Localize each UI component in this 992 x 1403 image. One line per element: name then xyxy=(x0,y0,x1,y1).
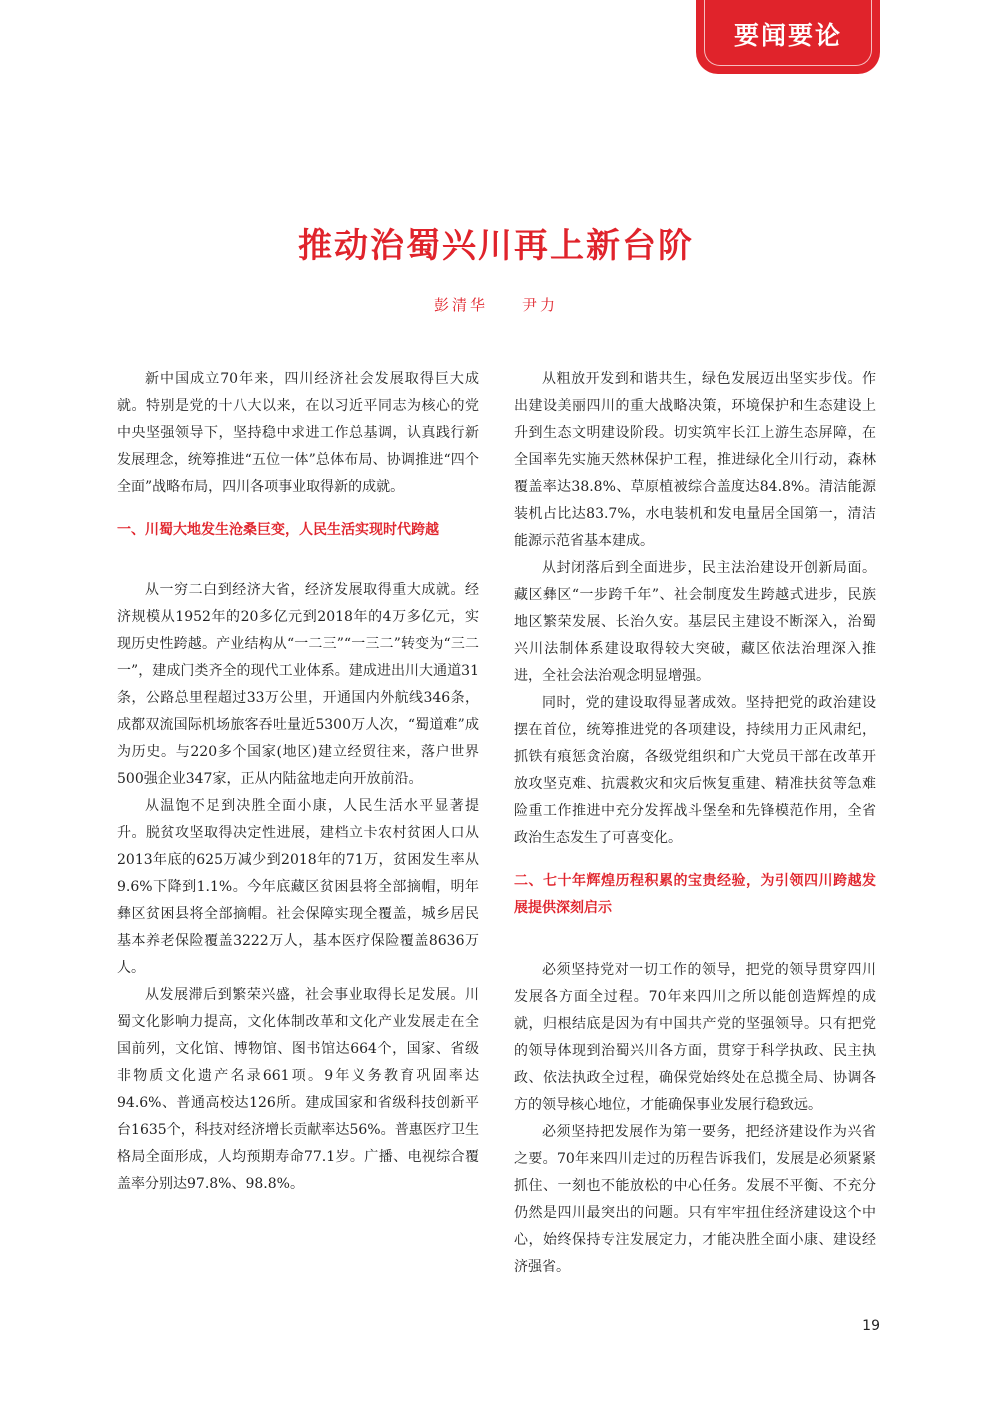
body-paragraph: 从封闭落后到全面进步，民主法治建设开创新局面。藏区彝区“一步跨千年”、社会制度发生跨越式进步，民族地区繁荣发展、长治久安。基层民主建设不断深入，治蜀兴川法制体系建设取得较大突破，藏区依法治理深入推进，全社会法治观念明显增强。 xyxy=(514,560,876,684)
section-heading-1: 一、川蜀大地发生沧桑巨变，人民生活实现时代跨越 xyxy=(117,522,439,538)
body-paragraph: 从粗放开发到和谐共生，绿色发展迈出坚实步伐。作出建设美丽四川的重大战略决策，环境保护和生态建设上升到生态文明建设阶段。切实筑牢长江上游生态屏障，在全国率先实施天然林保护工程，推进绿化全川行动，森林覆盖率达38.8%、草原植被综合盖度达84.8%。清洁能源装机占比达83.7%，水电装机和发电量居全国第一，清洁能源示范省基本建成。 xyxy=(514,371,876,549)
section-heading-2: 二、七十年辉煌历程积累的宝贵经验，为引领四川跨越发展提供深刻启示 xyxy=(514,873,876,916)
body-paragraph: 必须坚持把发展作为第一要务，把经济建设作为兴省之要。70年来四川走过的历程告诉我们，发展是必须紧紧抓住、一刻也不能放松的中心任务。发展不平衡、不充分仍然是四川最突出的问题。只有牢牢扭住经济建设这个中心，始终保持专注发展定力，才能决胜全面小康、建设经济强省。 xyxy=(514,1124,876,1275)
body-paragraph: 从发展滞后到繁荣兴盛，社会事业取得长足发展。川蜀文化影响力提高，文化体制改革和文化产业发展走在全国前列，文化馆、博物馆、图书馆达664个，国家、省级非物质文化遗产名录661项。9年义务教育巩固率达94.6%、普通高校达126所。建成国家和省级科技创新平台1635个，科技对经济增长贡献率达56%。普惠医疗卫生格局全面形成，人均预期寿命77.1岁。广播、电视综合覆盖率分别达97.8%、98.8%。 xyxy=(117,987,479,1192)
left-column xyxy=(117,366,479,1198)
section-label: 要闻要论 xyxy=(733,21,842,50)
body-paragraph: 从一穷二白到经济大省，经济发展取得重大成就。经济规模从1952年的20多亿元到2018年的4万多亿元，实现历史性跨越。产业结构从“一二三”“一三二”转变为“三二一”，建成门类齐全的现代工业体系。建成进出川大通道31条，公路总里程超过33万公里，开通国内外航线346条，成都双流国际机场旅客吞吐量近5300万人次，“蜀道难”成为历史。与220多个国家(地区)建立经贸往来，落户世界500强企业347家，正从内陆盆地走向开放前沿。 xyxy=(117,582,479,787)
article-title: 推动治蜀兴川再上新台阶 xyxy=(298,226,694,266)
intro-paragraph: 新中国成立70年来，四川经济社会发展取得巨大成就。特别是党的十八大以来，在以习近平同志为核心的党中央坚强领导下，坚持稳中求进工作总基调，认真践行新发展理念，统筹推进“五位一体”总体布局、协调推进“四个全面”战略布局，四川各项事业取得新的成就。 xyxy=(117,371,479,495)
author-name: 尹力 xyxy=(522,296,559,314)
section-tab xyxy=(696,0,880,74)
body-paragraph: 从温饱不足到决胜全面小康，人民生活水平显著提升。脱贫攻坚取得决定性进展，建档立卡农村贫困人口从2013年底的625万减少到2018年的71万，贫困发生率从9.6%下降到1.1%。今年底藏区贫困县将全部摘帽，明年彝区贫困县将全部摘帽。社会保障实现全覆盖，城乡居民基本养老保险覆盖3222万人，基本医疗保险覆盖8636万人。 xyxy=(117,798,479,976)
page-number: 19 xyxy=(862,1318,880,1334)
author-name: 彭清华 xyxy=(433,296,488,314)
right-column xyxy=(514,366,876,1281)
body-paragraph: 必须坚持党对一切工作的领导，把党的领导贯穿四川发展各方面全过程。70年来四川之所以能创造辉煌的成就，归根结底是因为有中国共产党的坚强领导。只有把党的领导体现到治蜀兴川各方面，贯穿于科学执政、民主执政、依法执政全过程，确保党始终处在总揽全局、协调各方的领导核心地位，才能确保事业发展行稳致远。 xyxy=(514,962,876,1113)
author-line xyxy=(0,294,992,315)
body-paragraph: 同时，党的建设取得显著成效。坚持把党的政治建设摆在首位，统筹推进党的各项建设，持续用力正风肃纪，抓铁有痕惩贪治腐，各级党组织和广大党员干部在改革开放攻坚克难、抗震救灾和灾后恢复重建、精准扶贫等急难险重工作推进中充分发挥战斗堡垒和先锋模范作用，全省政治生态发生了可喜变化。 xyxy=(514,695,876,846)
